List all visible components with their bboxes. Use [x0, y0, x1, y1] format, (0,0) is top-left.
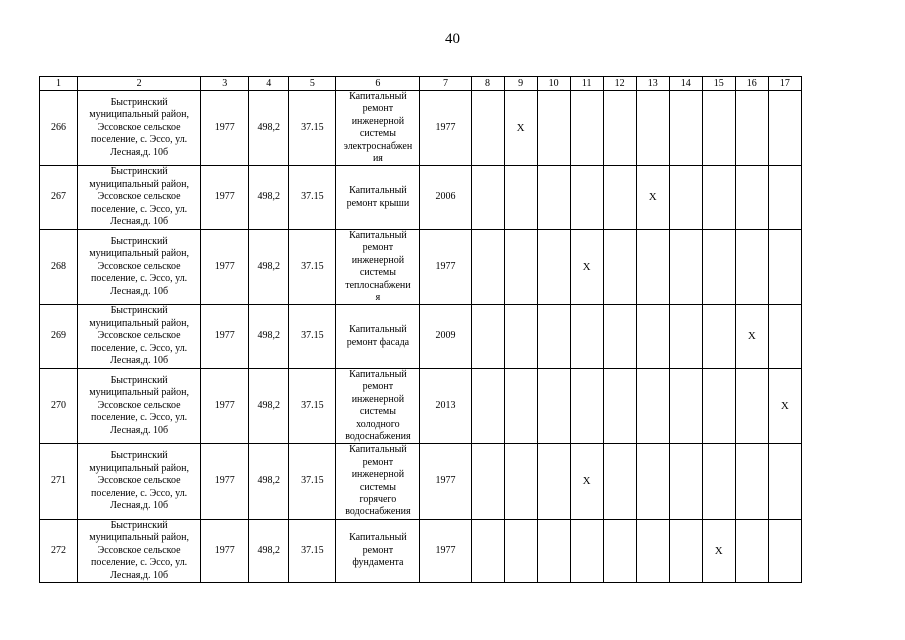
address-cell-line: Быстринский	[110, 305, 168, 317]
column-header-7: 7	[420, 77, 471, 91]
page-number: 40	[445, 31, 460, 47]
mark-cell-col-8	[471, 91, 504, 166]
mark-cell-col-12	[603, 305, 636, 369]
address-cell-line: муниципальный район,	[89, 317, 189, 329]
mark-cell-col-14	[669, 368, 702, 443]
row-number-cell: 272	[40, 519, 78, 583]
mark-cell-col-14	[669, 166, 702, 230]
work-type-cell-line: ремонт	[362, 381, 394, 393]
address-cell-line: Быстринский	[110, 519, 168, 531]
mark-cell-col-10	[537, 519, 570, 583]
work-type-cell-line: ремонт крыши	[346, 197, 410, 209]
work-type-cell-line: фундамента	[352, 557, 404, 569]
work-type-cell-line: ия	[372, 153, 383, 165]
mark-cell-col-8	[471, 305, 504, 369]
address-cell-line: Эссовское сельское	[97, 399, 181, 411]
table-row	[40, 229, 802, 304]
work-type-cell-line: водоснабжения	[345, 506, 411, 518]
address-cell-line: муниципальный район,	[89, 532, 189, 544]
address-cell-line: Лесная,д. 10б	[110, 146, 169, 158]
area-cell: 498,2	[249, 166, 289, 230]
mark-cell-col-9	[504, 444, 537, 519]
mark-cell-col-16	[735, 519, 768, 583]
column-header-10: 10	[537, 77, 570, 91]
work-type-cell-line: водоснабжения	[345, 430, 411, 442]
capital-repair-table	[39, 76, 802, 583]
address-cell	[78, 368, 201, 443]
column-header-2: 2	[78, 77, 201, 91]
code-cell: 37.15	[289, 444, 336, 519]
mark-cell-col-9: X	[504, 91, 537, 166]
mark-cell-col-14	[669, 229, 702, 304]
mark-cell-col-11	[570, 519, 603, 583]
mark-cell-col-17	[768, 91, 801, 166]
table-header-row	[40, 77, 802, 91]
mark-cell-col-16	[735, 229, 768, 304]
address-cell	[78, 305, 201, 369]
mark-cell-col-12	[603, 519, 636, 583]
mark-cell-col-12	[603, 91, 636, 166]
area-cell: 498,2	[249, 305, 289, 369]
work-type-cell	[336, 229, 420, 304]
column-header-11: 11	[570, 77, 603, 91]
repair-year-cell: 2009	[420, 305, 471, 369]
address-cell-line: муниципальный район,	[89, 109, 189, 121]
address-cell-line: поселение, с. Эссо, ул.	[91, 557, 188, 569]
repair-year-cell: 2006	[420, 166, 471, 230]
work-type-cell-line: горячего	[359, 493, 397, 505]
mark-cell-col-11	[570, 368, 603, 443]
work-type-cell-line: системы	[359, 267, 396, 279]
mark-cell-col-10	[537, 91, 570, 166]
address-cell-line: Быстринский	[110, 166, 168, 178]
work-type-cell-line: инженерной	[351, 469, 405, 481]
address-cell-line: поселение, с. Эссо, ул.	[91, 342, 188, 354]
mark-cell-col-17	[768, 305, 801, 369]
mark-cell-col-9	[504, 519, 537, 583]
work-type-cell-line: ремонт фасада	[346, 336, 410, 348]
work-type-cell	[336, 368, 420, 443]
work-type-cell-line: Капитальный	[349, 229, 407, 241]
mark-cell-col-9	[504, 229, 537, 304]
mark-cell-col-16	[735, 91, 768, 166]
address-cell	[78, 91, 201, 166]
mark-cell-col-13: X	[636, 166, 669, 230]
repair-year-cell: 1977	[420, 91, 471, 166]
mark-cell-col-11	[570, 91, 603, 166]
work-type-cell-line: системы	[359, 128, 396, 140]
mark-cell-col-13	[636, 91, 669, 166]
mark-cell-col-15	[702, 229, 735, 304]
work-type-cell	[336, 166, 420, 230]
work-type-cell-line: Капитальный	[349, 532, 407, 544]
column-header-5: 5	[289, 77, 336, 91]
address-cell-line: Лесная,д. 10б	[110, 424, 169, 436]
work-type-cell	[336, 305, 420, 369]
mark-cell-col-17	[768, 229, 801, 304]
mark-cell-col-10	[537, 368, 570, 443]
row-number-cell: 270	[40, 368, 78, 443]
address-cell	[78, 519, 201, 583]
year-built-cell: 1977	[201, 444, 249, 519]
column-header-1: 1	[40, 77, 78, 91]
address-cell-line: муниципальный район,	[89, 248, 189, 260]
code-cell: 37.15	[289, 368, 336, 443]
address-cell-line: Эссовское сельское	[97, 121, 181, 133]
work-type-cell-line: ремонт	[362, 242, 394, 254]
mark-cell-col-16	[735, 166, 768, 230]
mark-cell-col-8	[471, 229, 504, 304]
work-type-cell-line: Капитальный	[349, 444, 407, 456]
work-type-cell-line: ремонт	[362, 456, 394, 468]
work-type-cell-line: холодного	[356, 418, 400, 430]
address-cell-line: Лесная,д. 10б	[110, 216, 169, 228]
address-cell-line: Быстринский	[110, 96, 168, 108]
row-number-cell: 268	[40, 229, 78, 304]
year-built-cell: 1977	[201, 166, 249, 230]
work-type-cell-line: ремонт	[362, 544, 394, 556]
table-row	[40, 519, 802, 583]
mark-cell-col-16	[735, 368, 768, 443]
address-cell	[78, 229, 201, 304]
work-type-cell	[336, 91, 420, 166]
mark-cell-col-8	[471, 368, 504, 443]
work-type-cell-line: Капитальный	[349, 324, 407, 336]
code-cell: 37.15	[289, 166, 336, 230]
mark-cell-col-8	[471, 519, 504, 583]
code-cell: 37.15	[289, 519, 336, 583]
mark-cell-col-13	[636, 444, 669, 519]
mark-cell-col-14	[669, 444, 702, 519]
year-built-cell: 1977	[201, 519, 249, 583]
column-header-16: 16	[735, 77, 768, 91]
year-built-cell: 1977	[201, 368, 249, 443]
column-header-12: 12	[603, 77, 636, 91]
mark-cell-col-15	[702, 444, 735, 519]
mark-cell-col-14	[669, 519, 702, 583]
column-header-6: 6	[336, 77, 420, 91]
work-type-cell	[336, 444, 420, 519]
address-cell-line: Эссовское сельское	[97, 191, 181, 203]
mark-cell-col-12	[603, 368, 636, 443]
address-cell-line: муниципальный район,	[89, 387, 189, 399]
row-number-cell: 271	[40, 444, 78, 519]
area-cell: 498,2	[249, 519, 289, 583]
year-built-cell: 1977	[201, 305, 249, 369]
mark-cell-col-14	[669, 305, 702, 369]
address-cell-line: Быстринский	[110, 374, 168, 386]
mark-cell-col-14	[669, 91, 702, 166]
mark-cell-col-15: X	[702, 519, 735, 583]
address-cell-line: Быстринский	[110, 235, 168, 247]
address-cell-line: муниципальный район,	[89, 462, 189, 474]
area-cell: 498,2	[249, 368, 289, 443]
mark-cell-col-10	[537, 305, 570, 369]
address-cell-line: Лесная,д. 10б	[110, 569, 169, 581]
mark-cell-col-16	[735, 444, 768, 519]
mark-cell-col-11: X	[570, 229, 603, 304]
address-cell-line: Лесная,д. 10б	[110, 355, 169, 367]
column-header-13: 13	[636, 77, 669, 91]
column-header-8: 8	[471, 77, 504, 91]
code-cell: 37.15	[289, 229, 336, 304]
mark-cell-col-11: X	[570, 444, 603, 519]
mark-cell-col-15	[702, 368, 735, 443]
mark-cell-col-12	[603, 166, 636, 230]
mark-cell-col-12	[603, 444, 636, 519]
table-row	[40, 91, 802, 166]
mark-cell-col-17	[768, 444, 801, 519]
work-type-cell-line: Капитальный	[349, 91, 407, 102]
mark-cell-col-8	[471, 166, 504, 230]
address-cell-line: поселение, с. Эссо, ул.	[91, 273, 188, 285]
area-cell: 498,2	[249, 444, 289, 519]
work-type-cell	[336, 519, 420, 583]
year-built-cell: 1977	[201, 229, 249, 304]
column-header-3: 3	[201, 77, 249, 91]
row-number-cell: 269	[40, 305, 78, 369]
mark-cell-col-12	[603, 229, 636, 304]
work-type-cell-line: Капитальный	[349, 368, 407, 380]
repair-year-cell: 1977	[420, 444, 471, 519]
mark-cell-col-15	[702, 305, 735, 369]
mark-cell-col-16: X	[735, 305, 768, 369]
mark-cell-col-15	[702, 91, 735, 166]
address-cell-line: Эссовское сельское	[97, 544, 181, 556]
code-cell: 37.15	[289, 305, 336, 369]
work-type-cell-line: инженерной	[351, 115, 405, 127]
mark-cell-col-15	[702, 166, 735, 230]
mark-cell-col-8	[471, 444, 504, 519]
repair-year-cell: 1977	[420, 519, 471, 583]
repair-year-cell: 2013	[420, 368, 471, 443]
mark-cell-col-13	[636, 368, 669, 443]
mark-cell-col-17	[768, 519, 801, 583]
column-header-14: 14	[669, 77, 702, 91]
mark-cell-col-11	[570, 166, 603, 230]
work-type-cell-line: инженерной	[351, 254, 405, 266]
column-header-17: 17	[768, 77, 801, 91]
repair-year-cell: 1977	[420, 229, 471, 304]
mark-cell-col-17: X	[768, 368, 801, 443]
column-header-9: 9	[504, 77, 537, 91]
work-type-cell-line: инженерной	[351, 393, 405, 405]
work-type-cell-line: системы	[359, 481, 396, 493]
column-header-15: 15	[702, 77, 735, 91]
mark-cell-col-9	[504, 305, 537, 369]
code-cell: 37.15	[289, 91, 336, 166]
address-cell-line: Быстринский	[110, 450, 168, 462]
mark-cell-col-17	[768, 166, 801, 230]
table-row	[40, 305, 802, 369]
row-number-cell: 267	[40, 166, 78, 230]
mark-cell-col-13	[636, 519, 669, 583]
work-type-cell-line: ремонт	[362, 103, 394, 115]
address-cell	[78, 166, 201, 230]
address-cell-line: поселение, с. Эссо, ул.	[91, 487, 188, 499]
address-cell-line: поселение, с. Эссо, ул.	[91, 412, 188, 424]
address-cell	[78, 444, 201, 519]
row-number-cell: 266	[40, 91, 78, 166]
mark-cell-col-10	[537, 166, 570, 230]
address-cell-line: поселение, с. Эссо, ул.	[91, 134, 188, 146]
work-type-cell-line: теплоснабжени	[345, 279, 411, 291]
work-type-cell-line: электроснабжен	[343, 140, 413, 152]
table-row	[40, 368, 802, 443]
work-type-cell-line: я	[375, 291, 381, 303]
mark-cell-col-10	[537, 444, 570, 519]
address-cell-line: Эссовское сельское	[97, 330, 181, 342]
work-type-cell-line: Капитальный	[349, 185, 407, 197]
mark-cell-col-9	[504, 166, 537, 230]
address-cell-line: Лесная,д. 10б	[110, 285, 169, 297]
mark-cell-col-13	[636, 305, 669, 369]
address-cell-line: поселение, с. Эссо, ул.	[91, 203, 188, 215]
address-cell-line: муниципальный район,	[89, 178, 189, 190]
table-row	[40, 444, 802, 519]
table-row	[40, 166, 802, 230]
column-header-4: 4	[249, 77, 289, 91]
mark-cell-col-9	[504, 368, 537, 443]
work-type-cell-line: системы	[359, 406, 396, 418]
mark-cell-col-11	[570, 305, 603, 369]
address-cell-line: Эссовское сельское	[97, 475, 181, 487]
mark-cell-col-10	[537, 229, 570, 304]
area-cell: 498,2	[249, 91, 289, 166]
address-cell-line: Эссовское сельское	[97, 260, 181, 272]
year-built-cell: 1977	[201, 91, 249, 166]
address-cell-line: Лесная,д. 10б	[110, 500, 169, 512]
area-cell: 498,2	[249, 229, 289, 304]
mark-cell-col-13	[636, 229, 669, 304]
